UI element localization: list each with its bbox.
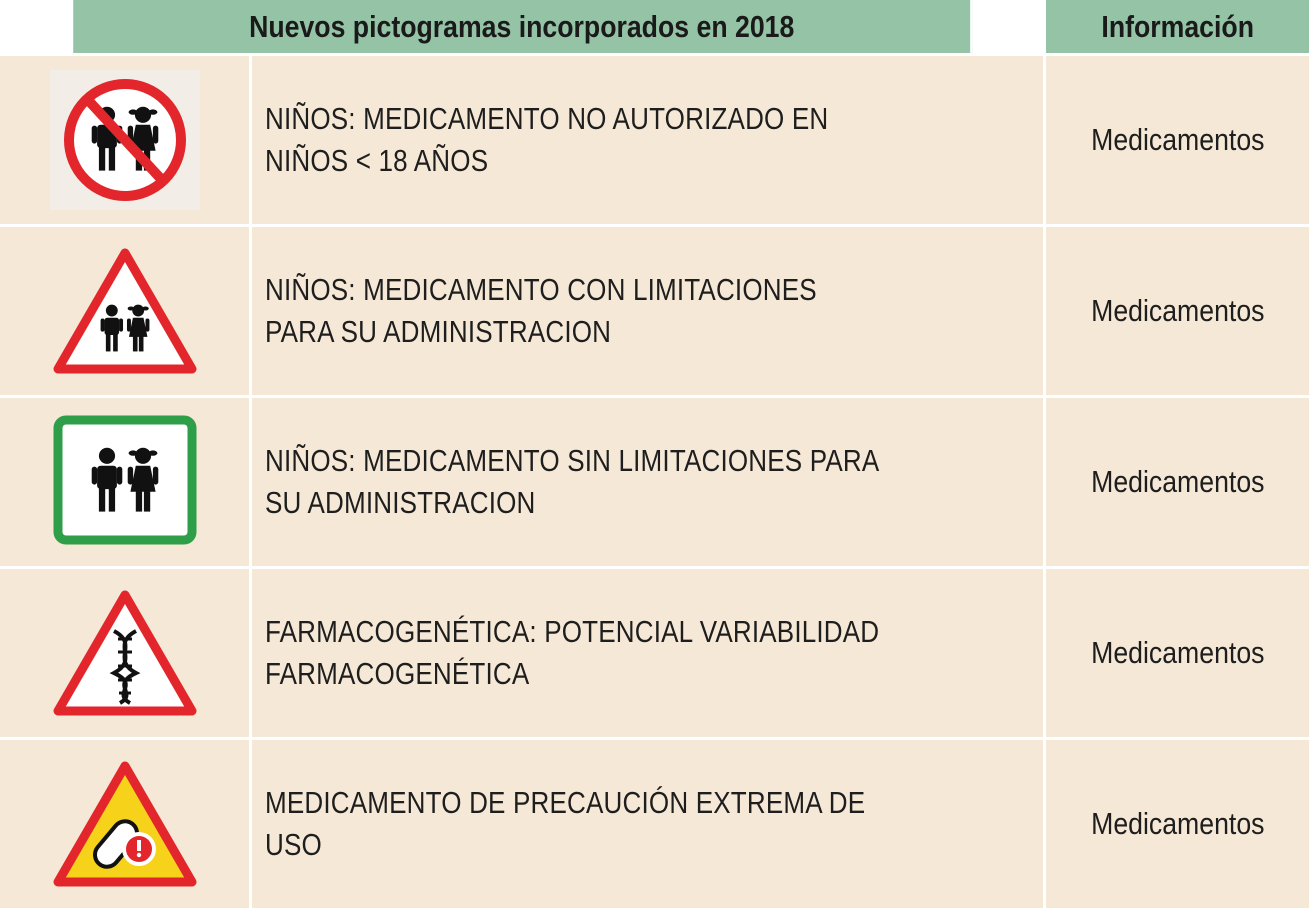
pill-alert-warning-triangle-icon [50,754,200,894]
table-row-info: Medicamentos [1046,56,1309,227]
children-green-frame-icon [50,412,200,552]
table-row-description: MEDICAMENTO DE PRECAUCIÓN EXTREMA DE USO [252,740,1046,911]
table-row-description: NIÑOS: MEDICAMENTO CON LIMITACIONES PARA SU ADMINISTRACION [252,227,1046,398]
table-row-icon-cell [0,227,252,398]
table-row-info: Medicamentos [1046,740,1309,911]
table-row-icon-cell [0,740,252,911]
table-row-description: NIÑOS: MEDICAMENTO SIN LIMITACIONES PARA SU ADMINISTRACION [252,398,1046,569]
table-row-description: NIÑOS: MEDICAMENTO NO AUTORIZADO EN NIÑOS < 18 AÑOS [252,56,1046,227]
table-row-icon-cell [0,569,252,740]
dna-warning-triangle-icon [50,583,200,723]
table-row-info: Medicamentos [1046,227,1309,398]
table-header-title: Nuevos pictogramas incorporados en 2018 [73,0,973,56]
children-warning-triangle-icon [50,241,200,381]
table-row-icon-cell [0,398,252,569]
no-children-prohibition-icon [50,70,200,210]
table-row-icon-cell [0,56,252,227]
table-row-info: Medicamentos [1046,398,1309,569]
table-header-info: Información [1046,0,1309,56]
table-row-info: Medicamentos [1046,569,1309,740]
table-row-description: FARMACOGENÉTICA: POTENCIAL VARIABILIDAD FARMACOGENÉTICA [252,569,1046,740]
